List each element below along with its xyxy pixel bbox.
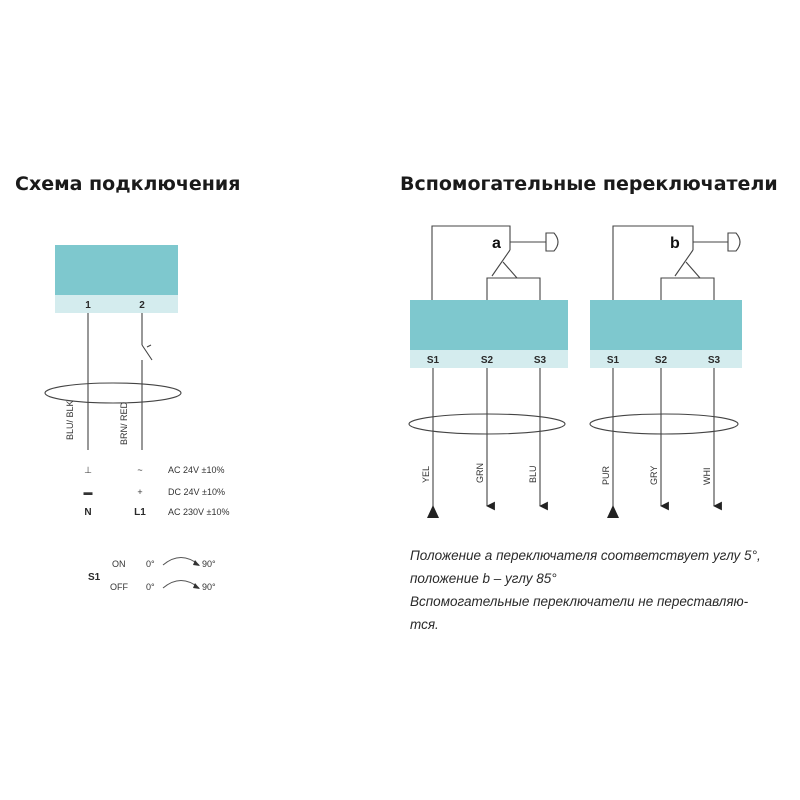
supply-table: [84, 465, 230, 518]
terminal-2-label: 2: [139, 300, 145, 311]
aux-switches-title: Вспомогательные переключатели: [400, 173, 778, 195]
unit-b-arrow-up-icon: [607, 505, 619, 518]
s1-on-to: 90°: [202, 559, 216, 569]
unit-a-terminal-s1: S1: [426, 355, 440, 366]
neutral-symbol-1: ⊥: [84, 465, 92, 475]
actuator-box-left: [55, 245, 178, 313]
wire-label-gry: GRY: [649, 465, 659, 485]
switch-a-contact-tip: [503, 262, 517, 278]
s1-on-from: 0°: [146, 559, 155, 569]
s1-label: S1: [88, 572, 101, 583]
switch-b-contact-tip: [686, 262, 700, 278]
supply-ac24-desc: AC 24V ±10%: [168, 465, 225, 475]
s1-off-to: 90°: [202, 582, 216, 592]
wire-label-whi: WHI: [702, 467, 712, 485]
s1-off-from: 0°: [146, 582, 155, 592]
s1-off-label: OFF: [110, 582, 128, 592]
switch-b-contact: [675, 250, 693, 276]
note-line-4: тся.: [410, 617, 439, 632]
aux-switch-notes: [410, 548, 761, 632]
supply-ac230-desc: AC 230V ±10%: [168, 507, 230, 517]
neutral-label: N: [84, 507, 92, 518]
s1-on-label: ON: [112, 559, 126, 569]
unit-a-terminal-s2: S2: [480, 355, 494, 366]
minus-symbol: ▬: [83, 487, 93, 497]
wire-label-blu-blk: BLU/ BLK: [65, 400, 75, 440]
wire-label-blu: BLU: [528, 465, 538, 483]
wire-label-grn: GRN: [475, 463, 485, 483]
switch-a-label: a: [492, 235, 501, 252]
unit-b-terminal-s2: S2: [654, 355, 668, 366]
note-line-2: положение b – углу 85°: [410, 571, 557, 586]
s1-rotation-legend: [88, 558, 216, 593]
unit-b-terminal-s1: S1: [606, 355, 620, 366]
unit-a-terminal-s3: S3: [533, 355, 547, 366]
switch-a-contact: [492, 250, 510, 276]
switch-b-cam-icon: [728, 233, 740, 251]
ac-symbol: ~: [137, 465, 143, 475]
supply-dc24-desc: DC 24V ±10%: [168, 487, 225, 497]
cable-ellipse-left: [45, 383, 181, 403]
wire-label-brn-red: BRN/ RED: [119, 401, 129, 445]
switch-b-common-line: [613, 226, 693, 300]
switch-a-cam-icon: [546, 233, 558, 251]
terminal-1-label: 1: [85, 300, 91, 311]
connection-scheme-title: Схема подключения: [15, 173, 241, 195]
wire-label-yel: YEL: [421, 465, 431, 483]
aux-switch-unit-b: [613, 226, 740, 300]
note-line-1: Положение a переключателя соответствует углу 5°,: [410, 548, 761, 563]
wire-label-pur: PUR: [601, 465, 611, 485]
unit-a-arrow-up-icon: [427, 505, 439, 518]
switch-b-output-lines: [661, 278, 714, 300]
unit-b-terminal-s3: S3: [707, 355, 721, 366]
aux-switch-unit-a: [432, 226, 558, 300]
plus-symbol: +: [137, 487, 143, 497]
l1-label: L1: [134, 507, 146, 518]
switch-a-output-lines: [487, 278, 540, 300]
supply-switch: [142, 345, 152, 450]
switch-b-label: b: [670, 235, 680, 252]
cable-ellipse-b: [590, 414, 738, 434]
note-line-3: Вспомогательные переключатели не переставляю-: [410, 594, 749, 609]
